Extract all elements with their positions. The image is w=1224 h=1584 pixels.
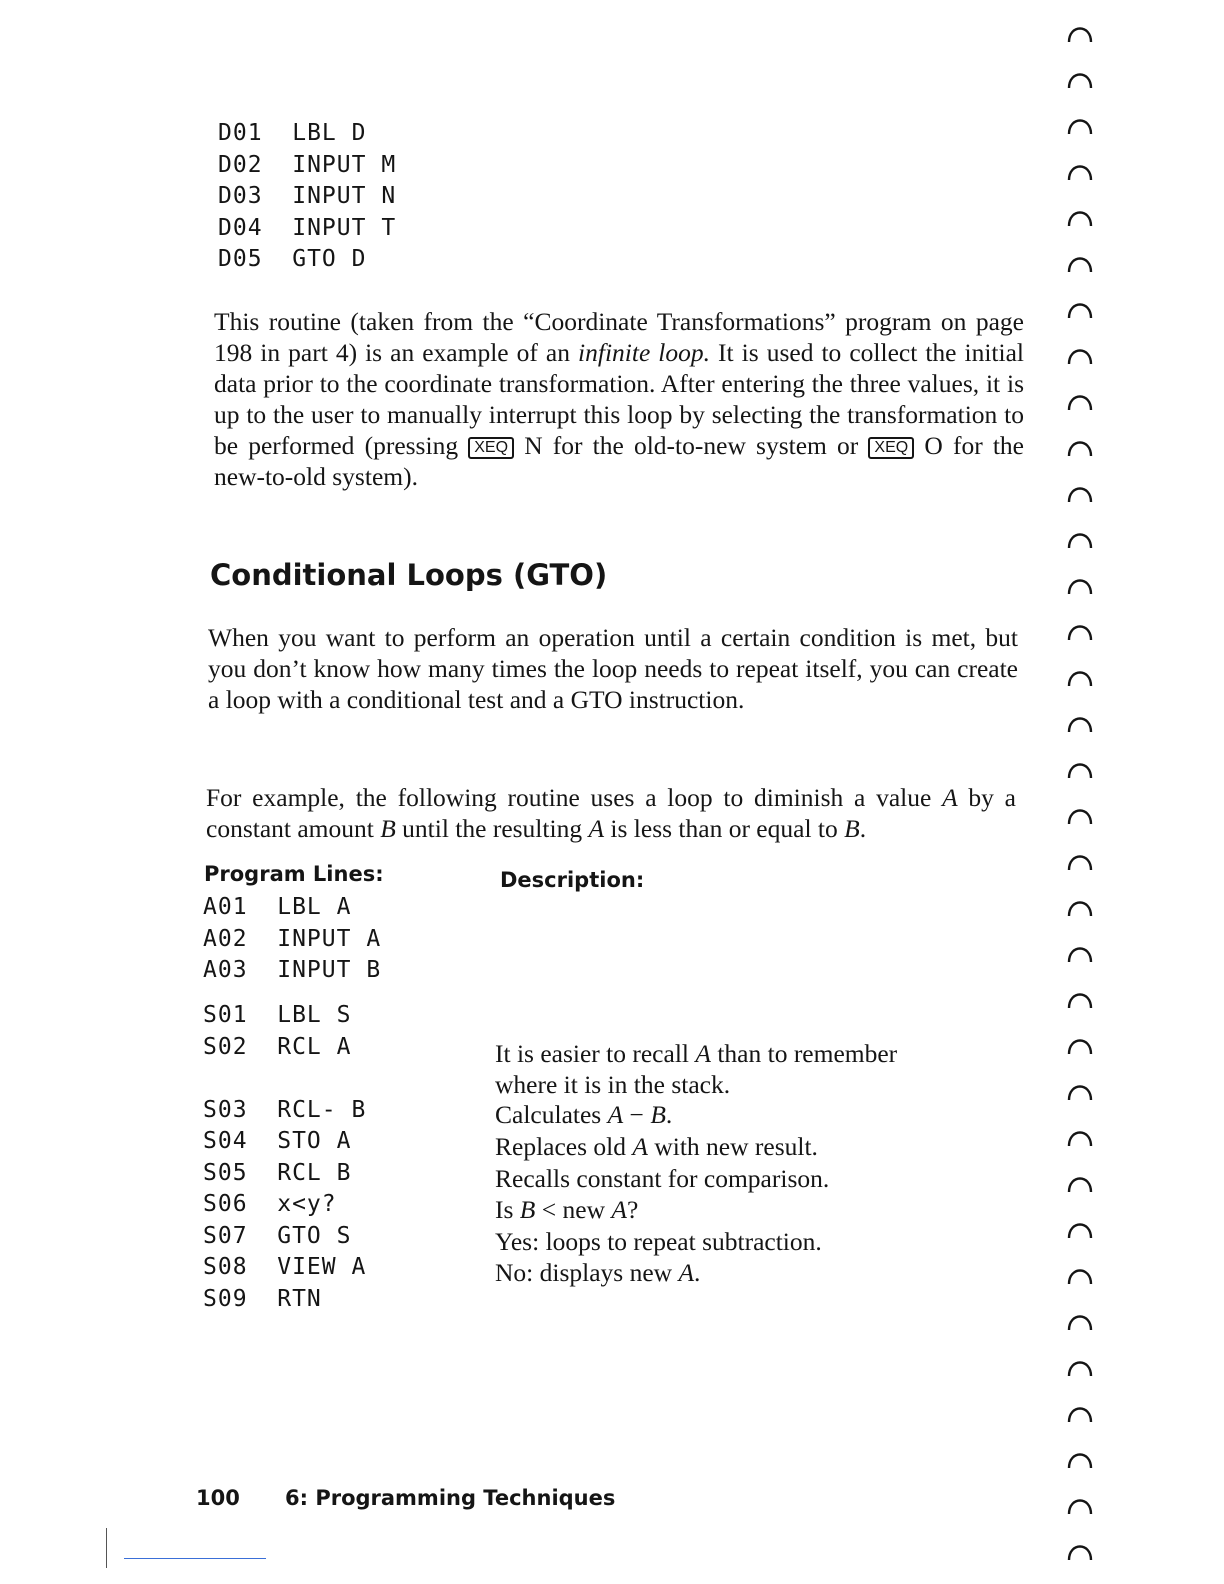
binding-ring-icon — [1066, 570, 1094, 596]
binding-ring-icon — [1066, 202, 1094, 228]
binding-ring-icon — [1066, 64, 1094, 90]
text-run: This routine (taken from the “Coordinate Transformations” program on page 198 in part 4) is an example of an — [214, 307, 1024, 367]
binding-ring-icon — [1066, 1306, 1094, 1332]
text-run: Replaces old — [495, 1132, 633, 1161]
program-line: S06 x<y? — [203, 1191, 337, 1217]
binding-ring-icon — [1066, 340, 1094, 366]
description-header: Description: — [500, 868, 645, 892]
description-line — [495, 1038, 897, 1069]
description-line: Recalls constant for comparison. — [495, 1164, 830, 1193]
binding-ring-icon — [1066, 708, 1094, 734]
text-run: It is easier to recall — [495, 1039, 696, 1068]
variable-a: A — [632, 1132, 648, 1161]
program-line: S08 VIEW A — [203, 1254, 367, 1280]
text-run: Calculates — [495, 1100, 608, 1129]
binding-ring-icon — [1066, 1168, 1094, 1194]
text-run: until the resulting — [395, 814, 589, 843]
text-run: < new — [535, 1195, 612, 1224]
variable-a: A — [588, 814, 605, 843]
binding-ring-icon — [1066, 1444, 1094, 1470]
program-line: S03 RCL- B — [203, 1096, 367, 1123]
variable-a: A — [611, 1195, 627, 1224]
program-line: A02 INPUT A — [203, 925, 382, 952]
program-line: S05 RCL B — [203, 1159, 352, 1186]
program-a-listing — [203, 892, 381, 987]
text-run: No: displays new — [495, 1258, 679, 1287]
description-line — [495, 1099, 672, 1130]
text-run: . — [859, 814, 867, 843]
description-line — [495, 1257, 700, 1288]
binding-ring-icon — [1066, 524, 1094, 550]
text-run: with new result. — [647, 1132, 818, 1161]
intro-code-listing — [218, 118, 396, 276]
program-line: S04 STO A — [203, 1128, 352, 1154]
section-heading: Conditional Loops (GTO) — [210, 558, 608, 592]
binding-ring-icon — [1066, 1260, 1094, 1286]
text-run: ? — [626, 1195, 639, 1224]
infinite-loop-paragraph — [214, 306, 1024, 492]
binding-ring-icon — [1066, 478, 1094, 504]
text-run: For example, the following routine uses a loop to diminish a value — [206, 783, 943, 812]
program-line: S02 RCL A — [203, 1033, 352, 1060]
description-line — [495, 1194, 638, 1225]
xeq-key-icon: XEQ — [468, 437, 514, 459]
description-line — [495, 1131, 818, 1162]
text-run: It is used to collect the initial data prior to the coordinate transformation. After entering the three values, it is up to the user to manually interrupt this loop by selecting the transformation to be performed (pressing — [214, 338, 1025, 460]
variable-b: B — [844, 814, 860, 843]
binding-ring-icon — [1066, 846, 1094, 872]
binding-ring-icon — [1066, 754, 1094, 780]
binding-ring-icon — [1066, 1122, 1094, 1148]
description-line: Yes: loops to repeat subtraction. — [495, 1227, 822, 1256]
text-run: N for the old-to-new system or — [514, 431, 869, 460]
description-line: where it is in the stack. — [495, 1070, 731, 1099]
program-line: A01 LBL A — [203, 894, 352, 920]
binding-ring-icon — [1066, 248, 1094, 274]
binding-ring-icon — [1066, 1214, 1094, 1240]
binding-ring-icon — [1066, 616, 1094, 642]
code-line: D01 LBL D — [218, 120, 367, 146]
text-run: is less than or equal to — [604, 814, 845, 843]
xeq-key-icon: XEQ — [868, 437, 914, 459]
binding-ring-icon — [1066, 1398, 1094, 1424]
variable-b: B — [519, 1195, 536, 1224]
binding-ring-icon — [1066, 432, 1094, 458]
binding-ring-icon — [1066, 1536, 1094, 1562]
binding-ring-icon — [1066, 984, 1094, 1010]
binding-ring-icon — [1066, 1076, 1094, 1102]
code-line: D02 INPUT M — [218, 151, 397, 178]
binding-ring-icon — [1066, 938, 1094, 964]
conditional-loops-paragraph: When you want to perform an operation until a certain condition is met, but you don’t know how many times the loop needs to repeat itself, you can create a loop with a conditional test and a GTO instruction. — [208, 623, 1018, 714]
scan-underline-mark — [124, 1558, 266, 1559]
variable-a: A — [942, 783, 958, 812]
text-run: Is — [495, 1195, 520, 1224]
example-paragraph — [206, 782, 1016, 844]
program-line: A03 INPUT B — [203, 957, 382, 983]
program-line-spacer — [203, 1063, 366, 1095]
code-line: D03 INPUT N — [218, 183, 397, 209]
binding-ring-icon — [1066, 892, 1094, 918]
variable-b: B — [380, 814, 396, 843]
binding-ring-icon — [1066, 156, 1094, 182]
code-line: D05 GTO D — [218, 246, 367, 272]
text-run: . — [665, 1100, 673, 1129]
program-line: S09 RTN — [203, 1285, 322, 1312]
emphasis-term: infinite loop. — [578, 338, 711, 367]
scan-edge-mark — [106, 1528, 107, 1568]
variable-a: A — [607, 1100, 624, 1129]
text-run: by a constant amount — [206, 783, 1016, 843]
program-line: S07 GTO S — [203, 1222, 352, 1249]
code-line: D04 INPUT T — [218, 214, 397, 241]
spiral-binding — [1060, 18, 1110, 1578]
binding-ring-icon — [1066, 662, 1094, 688]
binding-ring-icon — [1066, 294, 1094, 320]
page-number: 100 — [196, 1486, 240, 1510]
binding-ring-icon — [1066, 1490, 1094, 1516]
text-run: than to remember — [710, 1039, 898, 1068]
text-run: − — [623, 1100, 651, 1129]
program-line: S01 LBL S — [203, 1002, 352, 1028]
chapter-title: 6: Programming Techniques — [285, 1486, 616, 1510]
binding-ring-icon — [1066, 18, 1094, 44]
variable-a: A — [695, 1039, 711, 1068]
program-s-listing — [203, 1000, 366, 1315]
binding-ring-icon — [1066, 800, 1094, 826]
binding-ring-icon — [1066, 110, 1094, 136]
variable-b: B — [650, 1100, 666, 1129]
binding-ring-icon — [1066, 1030, 1094, 1056]
text-run: O for the new-to-old system). — [214, 431, 1024, 491]
text-run: . — [694, 1258, 701, 1287]
program-lines-header: Program Lines: — [204, 862, 384, 886]
variable-a: A — [678, 1258, 695, 1287]
binding-ring-icon — [1066, 386, 1094, 412]
binding-ring-icon — [1066, 1352, 1094, 1378]
